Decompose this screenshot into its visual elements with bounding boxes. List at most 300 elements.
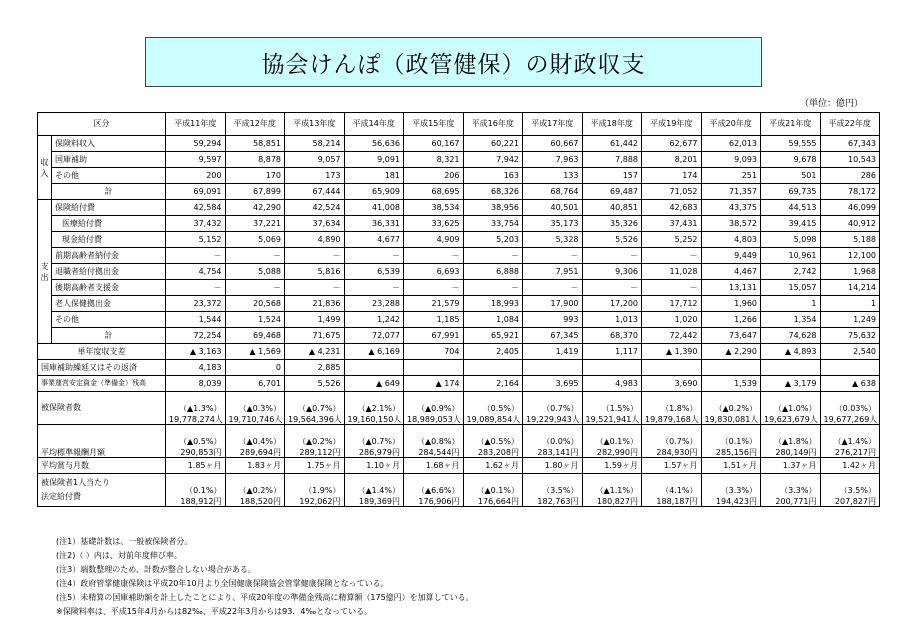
expense-row <box>38 328 880 344</box>
row-label: 計 <box>52 328 166 344</box>
value: 276,217円 <box>834 448 876 457</box>
value-cell: 4,983 <box>582 376 642 392</box>
value: 19,879,168人 <box>645 415 699 424</box>
value-cell: 1,242 <box>344 312 404 328</box>
value-cell: 1.80ヶ月 <box>523 458 583 474</box>
value-cell: ▲ 638 <box>820 376 880 392</box>
value-cell <box>344 360 404 376</box>
year-header: 平成19年度 <box>642 113 702 136</box>
value-cell: 6,693 <box>404 264 464 280</box>
value-cell: － <box>344 248 404 264</box>
value-cell: 1.83ヶ月 <box>225 458 285 474</box>
value-cell: 1.42ヶ月 <box>820 458 880 474</box>
value-cell: 35,326 <box>582 216 642 232</box>
value-cell: 71,675 <box>285 328 345 344</box>
value-cell: 78,172 <box>820 184 880 200</box>
value-cell: 40,912 <box>820 216 880 232</box>
value-cell <box>344 425 404 458</box>
value-cell <box>820 425 880 458</box>
value-cell: 61,442 <box>582 136 642 152</box>
value-cell: ▲ 3,179 <box>761 376 821 392</box>
percent-change: （▲6.6%） <box>417 486 460 495</box>
value-cell: 1.57ヶ月 <box>642 458 702 474</box>
value-cell <box>642 425 702 458</box>
percent-change: （3.3%） <box>720 486 757 495</box>
percent-change: （▲0.4%） <box>238 437 281 446</box>
value-cell: － <box>166 248 226 264</box>
year-header: 平成16年度 <box>463 113 523 136</box>
value-cell: 37,432 <box>166 216 226 232</box>
value-cell: 6,539 <box>344 264 404 280</box>
value-cell: 20,568 <box>225 296 285 312</box>
value-cell: 181 <box>344 168 404 184</box>
header-row <box>38 113 880 136</box>
percent-change: （▲0.1%） <box>476 486 519 495</box>
value-cell: 8,201 <box>642 152 702 168</box>
value-cell: 1.85ヶ月 <box>166 458 226 474</box>
value-cell: 33,754 <box>463 216 523 232</box>
value-cell: 42,584 <box>166 200 226 216</box>
value-cell: 71,357 <box>701 184 761 200</box>
year-header: 平成20年度 <box>701 113 761 136</box>
value-cell: 3,695 <box>523 376 583 392</box>
value-cell: － <box>642 280 702 296</box>
value-cell: 38,572 <box>701 216 761 232</box>
percent-change: （▲0.7%） <box>298 404 341 413</box>
value-cell: 1.10ヶ月 <box>344 458 404 474</box>
value-cell: 18,993 <box>463 296 523 312</box>
value-cell: ▲ 2,290 <box>701 344 761 360</box>
row-label: 被保険者数 <box>38 392 166 425</box>
value-cell: 2,540 <box>820 344 880 360</box>
percent-change: （▲0.3%） <box>238 404 281 413</box>
value-cell: 7,942 <box>463 152 523 168</box>
row-label: 現金給付費 <box>52 232 166 248</box>
value-cell: － <box>463 248 523 264</box>
value: 282,990円 <box>596 448 638 457</box>
value-cell: 42,683 <box>642 200 702 216</box>
value-cell: 286 <box>820 168 880 184</box>
value-cell <box>701 360 761 376</box>
percent-change: （0.1%） <box>720 437 757 446</box>
value-cell <box>582 392 642 425</box>
percent-change: （▲0.9%） <box>417 404 460 413</box>
percent-change: （▲0.2%） <box>238 486 281 495</box>
value-cell: 11,028 <box>642 264 702 280</box>
value-cell: 7,888 <box>582 152 642 168</box>
value-cell: 67,345 <box>523 328 583 344</box>
value-cell: 7,951 <box>523 264 583 280</box>
income-row <box>38 136 880 152</box>
value-cell: 1 <box>761 296 821 312</box>
value: 188,520円 <box>239 497 281 506</box>
value-cell: 59,294 <box>166 136 226 152</box>
percent-change: （0.5%） <box>482 404 519 413</box>
value-cell: 73,647 <box>701 328 761 344</box>
value-cell: 10,543 <box>820 152 880 168</box>
value-cell: 704 <box>404 344 464 360</box>
value-cell: 4,183 <box>166 360 226 376</box>
year-header: 平成12年度 <box>225 113 285 136</box>
value-cell: 14,214 <box>820 280 880 296</box>
unit-label: （単位：億円） <box>800 99 864 109</box>
value-cell: 38,534 <box>404 200 464 216</box>
value-cell: 71,052 <box>642 184 702 200</box>
value-cell <box>642 360 702 376</box>
value-cell: － <box>285 280 345 296</box>
value-cell: 62,677 <box>642 136 702 152</box>
value-cell <box>285 392 345 425</box>
value-cell: 8,878 <box>225 152 285 168</box>
value-cell: 56,636 <box>344 136 404 152</box>
row-label: 平均賞与月数 <box>38 458 166 474</box>
value-cell: 7,963 <box>523 152 583 168</box>
subsidy-row <box>38 360 880 376</box>
value-cell: 40,501 <box>523 200 583 216</box>
value-cell: 1,354 <box>761 312 821 328</box>
value-cell: 35,173 <box>523 216 583 232</box>
value-cell: 37,221 <box>225 216 285 232</box>
value-cell <box>642 392 702 425</box>
value-cell <box>582 474 642 507</box>
value-cell <box>701 425 761 458</box>
percent-change: （▲1.0%） <box>774 404 817 413</box>
value-cell <box>344 474 404 507</box>
value-cell: 72,077 <box>344 328 404 344</box>
value: 19,710,746人 <box>228 415 283 424</box>
row-label: 国庫補助 <box>52 152 166 168</box>
value-cell: 1.59ヶ月 <box>582 458 642 474</box>
value: 284,930円 <box>656 448 698 457</box>
value-cell: ▲ 6,169 <box>344 344 404 360</box>
value-cell: － <box>642 248 702 264</box>
expense-row <box>38 200 880 216</box>
value-cell <box>523 474 583 507</box>
value: 290,853円 <box>180 448 222 457</box>
year-header: 平成15年度 <box>404 113 464 136</box>
value-cell: 5,088 <box>225 264 285 280</box>
value-cell: 6,701 <box>225 376 285 392</box>
income-group-label <box>38 136 52 200</box>
percent-change: （▲2.1%） <box>357 404 400 413</box>
value: 19,160,150人 <box>347 415 402 424</box>
value-cell: － <box>582 280 642 296</box>
value-cell: 157 <box>582 168 642 184</box>
note-line: ※保険料率は、平成15年4月からは82‰、平成22年3月からは93．4‰となっている。 <box>56 607 373 616</box>
value: 194,423円 <box>715 497 757 506</box>
row-label-top: 被保険者1人当たり <box>41 478 111 487</box>
value-cell: 170 <box>225 168 285 184</box>
value-cell: 68,370 <box>582 328 642 344</box>
value-cell: 0 <box>225 360 285 376</box>
percent-change: （1.5%） <box>601 404 638 413</box>
value-cell: 60,167 <box>404 136 464 152</box>
percent-change: （1.9%） <box>304 486 341 495</box>
value-cell <box>761 360 821 376</box>
value-cell: 8,039 <box>166 376 226 392</box>
value-cell: 1,266 <box>701 312 761 328</box>
value: 18,989,053人 <box>407 415 461 424</box>
percent-change: （4.1%） <box>661 486 698 495</box>
percent-change: （▲0.8%） <box>417 437 460 446</box>
value-cell: 17,712 <box>642 296 702 312</box>
value: 283,208円 <box>477 448 519 457</box>
expense-group-label <box>38 200 52 344</box>
value-cell: 1,084 <box>463 312 523 328</box>
value: 180,827円 <box>596 497 638 506</box>
percent-change: （▲1.4%） <box>833 437 876 446</box>
value-cell: 42,290 <box>225 200 285 216</box>
expense-row <box>38 280 880 296</box>
value-cell: 9,057 <box>285 152 345 168</box>
value-cell <box>701 392 761 425</box>
row-label: 平均標準報酬月額 <box>38 425 166 458</box>
value-cell: 8,321 <box>404 152 464 168</box>
value-cell: 133 <box>523 168 583 184</box>
value-cell: － <box>166 280 226 296</box>
value-cell: 67,991 <box>404 328 464 344</box>
percent-change: （▲0.1%） <box>595 437 638 446</box>
value-cell: 5,152 <box>166 232 226 248</box>
value-cell: 1.51ヶ月 <box>701 458 761 474</box>
value-cell: － <box>582 248 642 264</box>
value-cell: 9,306 <box>582 264 642 280</box>
value-cell <box>701 474 761 507</box>
row-label <box>38 474 166 507</box>
row-label: 保険給付費 <box>52 200 166 216</box>
value-cell: 69,468 <box>225 328 285 344</box>
value-cell: 21,836 <box>285 296 345 312</box>
value-cell: 1,249 <box>820 312 880 328</box>
percent-change: （▲0.5%） <box>476 437 519 446</box>
value-cell: 3,690 <box>642 376 702 392</box>
value-cell: 9,678 <box>761 152 821 168</box>
value-cell <box>225 425 285 458</box>
expense-row <box>38 264 880 280</box>
percent-change: （▲0.7%） <box>357 437 400 446</box>
value-cell <box>820 360 880 376</box>
value-cell <box>166 474 226 507</box>
value-cell: 59,555 <box>761 136 821 152</box>
value-cell: 62,013 <box>701 136 761 152</box>
value-cell: 2,164 <box>463 376 523 392</box>
value-cell: 4,909 <box>404 232 464 248</box>
percent-change: （0.03%） <box>834 404 876 413</box>
value: 289,694円 <box>239 448 281 457</box>
value-cell <box>523 360 583 376</box>
value-cell <box>642 474 702 507</box>
expense-row <box>38 248 880 264</box>
value-cell: 40,851 <box>582 200 642 216</box>
row-label: 事業運営安定資金（準備金）残高 <box>38 376 166 392</box>
value-cell <box>463 474 523 507</box>
value: 284,544円 <box>418 448 460 457</box>
value-cell: 1,544 <box>166 312 226 328</box>
value-cell: 33,625 <box>404 216 464 232</box>
value-cell: － <box>463 280 523 296</box>
value-cell: ▲ 174 <box>404 376 464 392</box>
finance-table <box>37 112 880 507</box>
value-cell: ▲ 1,569 <box>225 344 285 360</box>
row-label: 後期高齢者支援金 <box>52 280 166 296</box>
percent-change: （0.7%） <box>542 404 579 413</box>
value-cell: 67,343 <box>820 136 880 152</box>
value-cell: 5,188 <box>820 232 880 248</box>
value-cell: 72,442 <box>642 328 702 344</box>
value: 285,156円 <box>715 448 757 457</box>
value-cell: 58,851 <box>225 136 285 152</box>
value-cell: 1,020 <box>642 312 702 328</box>
value-cell: － <box>285 248 345 264</box>
value: 192,062円 <box>299 497 341 506</box>
value-cell: 1,185 <box>404 312 464 328</box>
row-label: 老人保健拠出金 <box>52 296 166 312</box>
percent-change: （▲0.2%） <box>298 437 341 446</box>
value-cell: 993 <box>523 312 583 328</box>
value-cell: 74,628 <box>761 328 821 344</box>
value: 19,623,679人 <box>764 415 818 424</box>
value-cell: 37,431 <box>642 216 702 232</box>
value-cell <box>404 360 464 376</box>
value: 176,906円 <box>418 497 460 506</box>
value-cell: 69,091 <box>166 184 226 200</box>
value-cell: 69,735 <box>761 184 821 200</box>
value-cell <box>820 474 880 507</box>
percent-change: （0.7%） <box>661 437 698 446</box>
value-cell: 41,008 <box>344 200 404 216</box>
value-cell: ▲ 4,231 <box>285 344 345 360</box>
value: 19,229,943人 <box>526 415 580 424</box>
value: 19,830,081人 <box>704 415 759 424</box>
page-title: 協会けんぽ（政管健保）の財政収支 <box>145 37 762 87</box>
percent-change: （0.0%） <box>542 437 579 446</box>
value: 189,369円 <box>358 497 400 506</box>
value: 176,664円 <box>477 497 519 506</box>
row-label: 国庫補助繰延又はその返済 <box>38 360 166 376</box>
value: 280,149円 <box>775 448 817 457</box>
value: 188,912円 <box>180 497 222 506</box>
row-label-bottom: 法定給付費 <box>41 492 81 501</box>
value-cell <box>761 392 821 425</box>
value-cell: 72,254 <box>166 328 226 344</box>
value-cell: ▲ 649 <box>344 376 404 392</box>
value-cell: 44,513 <box>761 200 821 216</box>
income-row <box>38 184 880 200</box>
value-cell: 5,526 <box>285 376 345 392</box>
value-cell: 251 <box>701 168 761 184</box>
value-cell: 1,499 <box>285 312 345 328</box>
value-cell: 1,960 <box>701 296 761 312</box>
value-cell: 4,803 <box>701 232 761 248</box>
value-cell: 200 <box>166 168 226 184</box>
value-cell: － <box>225 280 285 296</box>
value-cell <box>582 425 642 458</box>
value-cell: 42,524 <box>285 200 345 216</box>
value-cell: 5,816 <box>285 264 345 280</box>
expense-row <box>38 232 880 248</box>
value: 200,771円 <box>775 497 817 506</box>
note-line: (注4）政府管掌健康保険は平成20年10月より全国健康保険協会管掌健康保険となっている。 <box>56 579 389 588</box>
value-cell <box>285 474 345 507</box>
value-cell: 1,539 <box>701 376 761 392</box>
value-cell: 15,057 <box>761 280 821 296</box>
value-cell: 4,467 <box>701 264 761 280</box>
value-cell: 173 <box>285 168 345 184</box>
percent-change: （3.5%） <box>542 486 579 495</box>
value: 19,677,269人 <box>823 415 878 424</box>
percent-change: （▲0.5%） <box>179 437 222 446</box>
value-cell: 37,634 <box>285 216 345 232</box>
value-cell: 5,098 <box>761 232 821 248</box>
year-header: 平成13年度 <box>285 113 345 136</box>
value-cell: 1,524 <box>225 312 285 328</box>
percent-change: （▲1.8%） <box>774 437 817 446</box>
value: 182,763円 <box>537 497 579 506</box>
percent-change: （0.1%） <box>185 486 222 495</box>
value-cell: 65,909 <box>344 184 404 200</box>
year-header: 平成22年度 <box>820 113 880 136</box>
value-cell: 4,677 <box>344 232 404 248</box>
value: 207,827円 <box>834 497 876 506</box>
value-cell: 17,200 <box>582 296 642 312</box>
value-cell <box>523 425 583 458</box>
value-cell: 9,449 <box>701 248 761 264</box>
value-cell: 501 <box>761 168 821 184</box>
note-line: (注3）端数整理のため、計数が整合しない場合がある。 <box>56 565 256 574</box>
income-row <box>38 168 880 184</box>
note-line: (注1）基礎計数は、一般被保険者分。 <box>56 537 193 546</box>
value-cell <box>523 392 583 425</box>
bonus-row <box>38 458 880 474</box>
value-cell <box>761 425 821 458</box>
value-cell: 9,093 <box>701 152 761 168</box>
value: 19,778,274人 <box>169 415 223 424</box>
income-group-text: 収入 <box>40 157 49 178</box>
value-cell: 69,487 <box>582 184 642 200</box>
value-cell: － <box>404 280 464 296</box>
value-cell: － <box>523 248 583 264</box>
value-cell: 1 <box>820 296 880 312</box>
value-cell: 67,444 <box>285 184 345 200</box>
value-cell: 4,754 <box>166 264 226 280</box>
value-cell: 65,921 <box>463 328 523 344</box>
year-header: 平成14年度 <box>344 113 404 136</box>
value-cell: 12,100 <box>820 248 880 264</box>
note-line: (注5）未精算の国庫補助額を計上したことにより、平成20年度の準備金残高に精算額（175億円）を加算している。 <box>56 593 474 602</box>
value-cell: 75,632 <box>820 328 880 344</box>
value-cell: 10,961 <box>761 248 821 264</box>
percent-change: （1.8%） <box>661 404 698 413</box>
value-cell <box>285 425 345 458</box>
value-cell: 23,288 <box>344 296 404 312</box>
year-header: 平成17年度 <box>523 113 583 136</box>
value: 286,979円 <box>358 448 400 457</box>
row-label: 退職者給付拠出金 <box>52 264 166 280</box>
value-cell: － <box>225 248 285 264</box>
value-cell <box>404 392 464 425</box>
value-cell: 21,579 <box>404 296 464 312</box>
value-cell: ▲ 3,163 <box>166 344 226 360</box>
row-label: その他 <box>52 312 166 328</box>
value-cell: 17,900 <box>523 296 583 312</box>
value-cell: 1,419 <box>523 344 583 360</box>
value-cell: 206 <box>404 168 464 184</box>
value-cell <box>166 392 226 425</box>
percent-change: （3.5%） <box>839 486 876 495</box>
value-cell <box>820 392 880 425</box>
row-label: 単年度収支差 <box>38 344 166 360</box>
value-cell: ▲ 1,390 <box>642 344 702 360</box>
